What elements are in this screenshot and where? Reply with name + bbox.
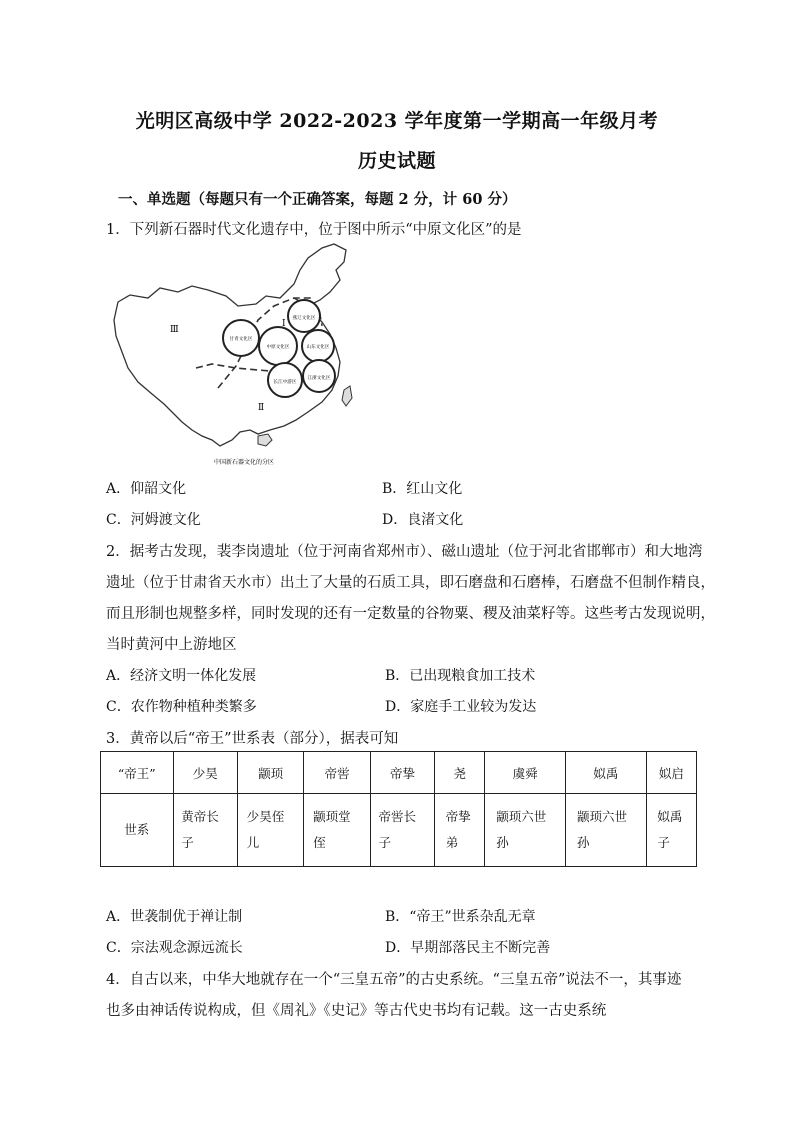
zhongyuan-label: 中原文化区	[266, 345, 290, 350]
region-boundary-south	[196, 364, 282, 372]
q2-line-4: 当时黄河中上游地区	[106, 637, 237, 653]
region-label-3: Ⅲ	[170, 325, 179, 335]
q2-line-3: 而且形制也规整多样，同时发现的还有一定数量的谷物粟、稷及油菜籽等。这些考古发现说明，	[106, 606, 715, 622]
option-text: 宗法观念源远流长	[130, 940, 243, 956]
table-header-row	[101, 752, 697, 794]
option-key: D．	[385, 699, 411, 715]
option-text: 已出现粮食加工技术	[409, 668, 536, 684]
table-cell: 黄帝长子	[181, 809, 219, 850]
shandong-label: 山东文化区	[306, 345, 330, 350]
q2-line-1: 2．据考古发现，裴李岗遗址（位于河南省郑州市）、磁山遗址（位于河北省邯郸市）和大地湾	[106, 544, 703, 560]
q2-line-2: 遗址（位于甘肃省天水市）出土了大量的石质工具，即石磨盘和石磨棒，石磨盘不但制作精良，	[106, 575, 715, 591]
table-header-cell: 帝挚	[370, 752, 434, 794]
table-cell: 颛顼六世孙	[576, 809, 627, 850]
section-heading: 一、单选题（每题只有一个正确答案，每题 2 分，计 60 分）	[118, 191, 517, 208]
table-header-cell: 帝喾	[304, 752, 370, 794]
q1-option-b	[382, 478, 462, 498]
q4-line-1: 4．自古以来，中华大地就存在一个“三皇五帝”的古史系统。“三皇五帝”说法不一，其事迹	[106, 972, 682, 988]
exam-subtitle: 历史试题	[357, 150, 436, 172]
option-text: “帝王”世系杂乱无章	[409, 909, 536, 925]
ganqing-label: 甘青文化区	[229, 337, 253, 342]
hainan-island	[258, 434, 272, 446]
option-text: 仰韶文化	[130, 481, 187, 497]
emperor-lineage-table	[100, 751, 697, 867]
neolithic-culture-map	[108, 240, 370, 470]
option-key: A．	[106, 481, 131, 497]
table-header-cell: 姒启	[646, 752, 696, 794]
q3-option-b	[385, 906, 536, 926]
q1-option-c	[106, 509, 201, 529]
q2-option-c	[106, 696, 257, 716]
option-key: C．	[106, 512, 131, 528]
option-key: D．	[385, 940, 411, 956]
option-text: 家庭手工业较为发达	[410, 699, 537, 715]
q4-line-2: 也多由神话传说构成，但《周礼》《史记》等古代史书均有记载。这一古史系统	[106, 1003, 607, 1019]
option-key: B．	[385, 668, 410, 684]
option-text: 早期部落民主不断完善	[410, 940, 551, 956]
option-text: 世袭制优于禅让制	[130, 909, 243, 925]
table-row	[101, 794, 697, 867]
table-header-cell: 姒禹	[566, 752, 647, 794]
yanliao-label: 燕辽文化区	[292, 316, 316, 321]
changjiang-label: 长江中游区	[273, 380, 297, 385]
option-text: 红山文化	[406, 481, 463, 497]
map-caption: 中国新石器文化的分区	[214, 459, 275, 466]
jiangzhe-label: 江浙文化区	[307, 376, 331, 381]
table-cell: 帝挚弟	[445, 809, 471, 850]
region-label-2: Ⅱ	[258, 403, 265, 413]
option-text: 农作物种植种类繁多	[130, 699, 257, 715]
option-key: A．	[106, 668, 131, 684]
table-row-label: 世系	[101, 794, 174, 867]
table-cell: 颛顼堂侄	[313, 809, 351, 850]
option-key: A．	[106, 909, 131, 925]
option-key: B．	[385, 909, 410, 925]
q1-option-a	[106, 478, 186, 498]
q3-option-a	[106, 906, 242, 926]
q2-option-d	[385, 696, 536, 716]
table-cell: 少昊侄儿	[246, 809, 285, 850]
option-key: C．	[106, 940, 131, 956]
option-text: 经济文明一体化发展	[130, 668, 257, 684]
region-label-1: Ⅰ	[282, 319, 286, 329]
table-header-cell: 颛顼	[237, 752, 303, 794]
table-header-cell: 少昊	[173, 752, 237, 794]
option-text: 良渚文化	[407, 512, 464, 528]
q2-option-b	[385, 665, 535, 685]
q3-stem: 3．黄帝以后“帝王”世系表（部分），据表可知	[106, 731, 399, 747]
q2-option-a	[106, 665, 256, 685]
table-header-cell: 尧	[435, 752, 485, 794]
option-key: B．	[382, 481, 407, 497]
option-text: 河姆渡文化	[130, 512, 201, 528]
q3-option-d	[385, 937, 550, 957]
option-key: D．	[382, 512, 408, 528]
exam-title: 光明区高级中学 2022-2023 学年度第一学期高一年级月考	[135, 110, 659, 132]
q3-option-c	[106, 937, 243, 957]
table-header-cell: 虞舜	[485, 752, 566, 794]
taiwan-island	[342, 386, 352, 406]
q1-option-d	[382, 509, 463, 529]
table-cell: 帝喾长子	[378, 809, 417, 850]
table-cell: 姒禹子	[657, 809, 683, 850]
option-key: C．	[106, 699, 131, 715]
q1-stem: 1．下列新石器时代文化遗存中，位于图中所示“中原文化区”的是	[106, 222, 522, 238]
table-cell: 颛顼六世孙	[496, 809, 547, 850]
table-header-cell: “帝王”	[101, 752, 174, 794]
